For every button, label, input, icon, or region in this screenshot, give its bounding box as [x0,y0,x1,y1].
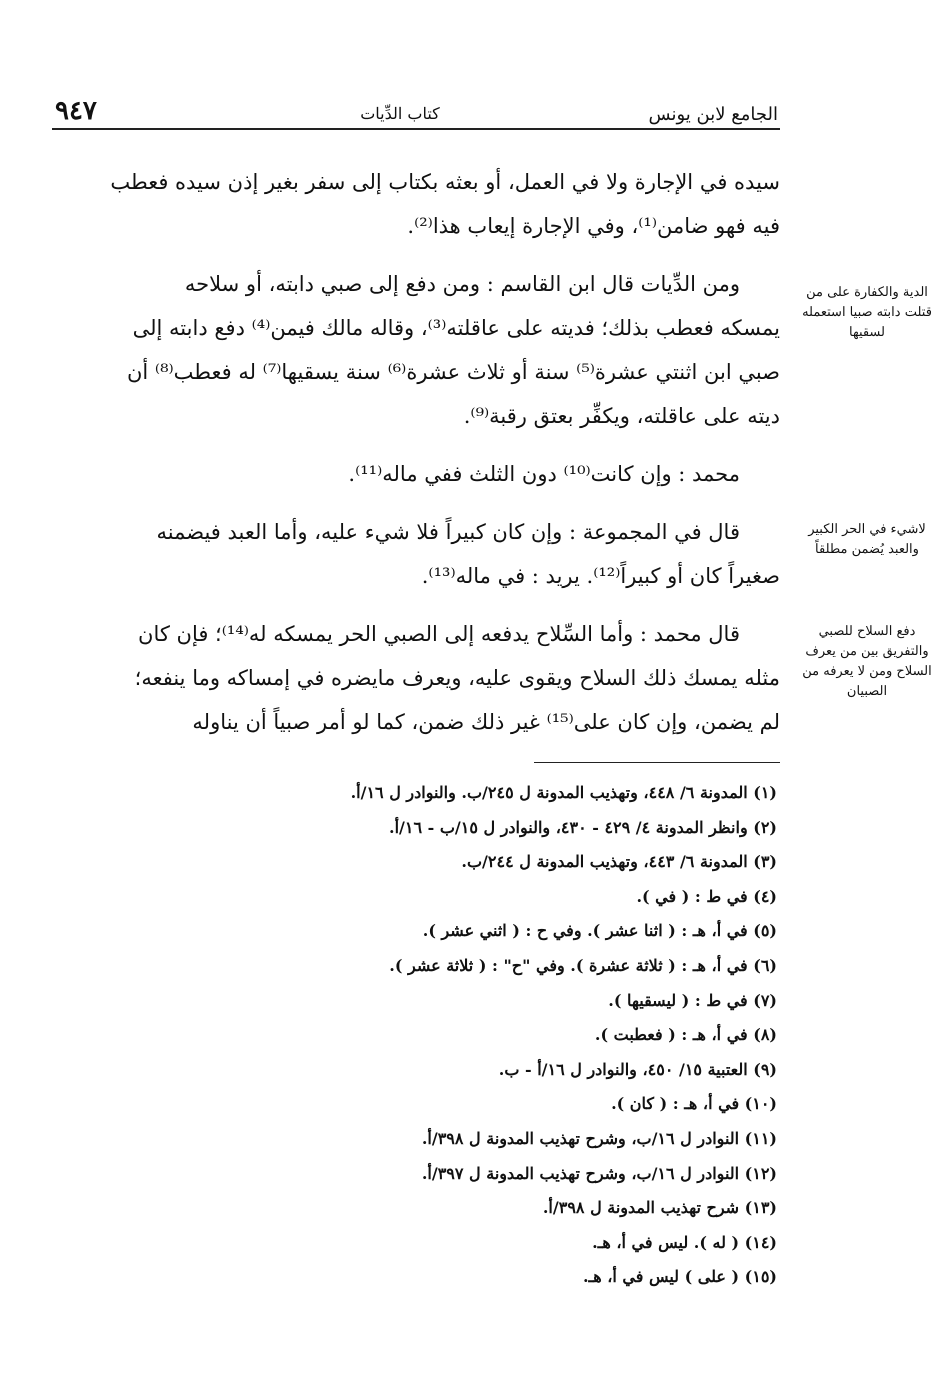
footnote: (١) المدونة ٦/ ٤٤٨، وتهذيب المدونة ل ٢٤٥/ب. والنوادر ل ١٦/أ. [350,783,777,802]
running-header-chapter-title: كتاب الدِّيات [360,104,440,123]
footnote: (١٢) النوادر ل ١٦/ب، وشرح تهذيب المدونة ل ٣٩٧/أ. [421,1163,777,1183]
footnote: (١٠) في أ، هـ : ( كان ). [611,1094,777,1114]
paragraph-2 [52,262,780,438]
page-number: ٩٤٧ [55,96,97,126]
paragraph-3 [52,452,780,496]
footnote: (٢) وانظر المدونة ٤/ ٤٢٩ - ٤٣٠، والنوادر ل ١٥/ب - ١٦/أ. [389,817,777,837]
text-line: يمسكه فعطب بذلك؛ فديته على عاقلته⁽³⁾، وقاله مالك فيمن⁽⁴⁾ دفع دابته إلى [132,316,780,340]
text-line: سيده في الإجارة ولا في العمل، أو بعثه بكتاب إلى سفر بغير إذن سيده فعطب [110,170,780,194]
footnote: (٥) في أ، هـ : ( اثنا عشر ). وفي ح : ( اثني عشر ). [422,921,777,941]
footnote: (٦) في أ، هـ : ( ثلاثة عشرة ). وفي "ح" : ( ثلاثة عشر ). [389,955,777,975]
footnote: (١٥) ( على ) ليس في أ، هـ. [582,1267,777,1287]
text-line: قال محمد : وأما السِّلاح يدفعه إلى الصبي الحر يمسكه له⁽¹⁴⁾؛ فإن كان [138,622,740,646]
margin-note: لاشيء في الحر الكبير والعبد يُضمن مطلقاً [808,522,926,557]
paragraph-4 [52,510,780,598]
text-line: فيه فهو ضامن⁽¹⁾، وفي الإجارة إيعاب هذا⁽²⁾. [407,214,780,238]
paragraph-5 [52,612,780,744]
text-line: ديته على عاقلته، ويكفِّر بعتق رقبة⁽⁹⁾. [463,404,780,428]
header-rule [52,128,780,130]
text-line: ومن الدِّيات قال ابن القاسم : ومن دفع إلى صبي دابته، أو سلاحه [184,272,740,296]
footnote: (١١) النوادر ل ١٦/ب، وشرح تهذيب المدونة ل ٣٩٨/أ. [421,1128,777,1148]
footnote: (٤) في ط : ( في ). [636,886,777,906]
footnotes [52,776,777,1295]
footnote: (٣) المدونة ٦/ ٤٤٣، وتهذيب المدونة ل ٢٤٤/ب. [461,852,777,872]
text-line: قال في المجموعة : وإن كان كبيراً فلا شيء عليه، وأما العبد فيضمنه [156,520,740,544]
footnote: (٨) في أ، هـ : ( فعطبت ). [594,1025,777,1045]
footnote-separator [534,762,780,763]
footnote: (٧) في ط : ( ليسقيها ). [608,990,777,1010]
footnote: (١٣) شرح تهذيب المدونة ل ٣٩٨/أ. [542,1198,777,1218]
text-line: مثله يمسك ذلك السلاح ويقوى عليه، ويعرف مايضره في إمساكه وما ينفعه؛ [134,666,780,690]
text-line: لم يضمن، وإن كان على⁽¹⁵⁾ غير ذلك ضمن، كما لو أمر صبياً أن يناوله [192,710,780,734]
text-line: صغيراً كان أو كبيراً⁽¹²⁾. يريد : في ماله⁽¹³⁾. [421,564,780,588]
text-line: محمد : وإن كانت⁽¹⁰⁾ دون الثلث ففي ماله⁽¹¹⁾. [348,462,740,486]
paragraph-1 [52,160,780,248]
footnote: (٩) العتبية ١٥/ ٤٥٠، والنوادر ل ١٦/أ - ب. [498,1059,777,1079]
main-text [52,160,780,758]
running-header-book-title: الجامع لابن يونس [648,104,778,125]
footnote: (١٤) ( له ). ليس في أ، هـ. [592,1232,777,1252]
text-line: صبي ابن اثنتي عشرة⁽⁵⁾ سنة أو ثلاث عشرة⁽⁶⁾ سنة يسقيها⁽⁷⁾ له فعطب⁽⁸⁾ أن [126,360,780,384]
margin-note: دفع السلاح للصبي والتفريق بين من يعرف السلاح ومن لا يعرفه من الصبيان [802,624,932,699]
margin-note: الدية والكفارة على من قتلت دابته صبيا استعمله لسقيها [802,285,932,340]
